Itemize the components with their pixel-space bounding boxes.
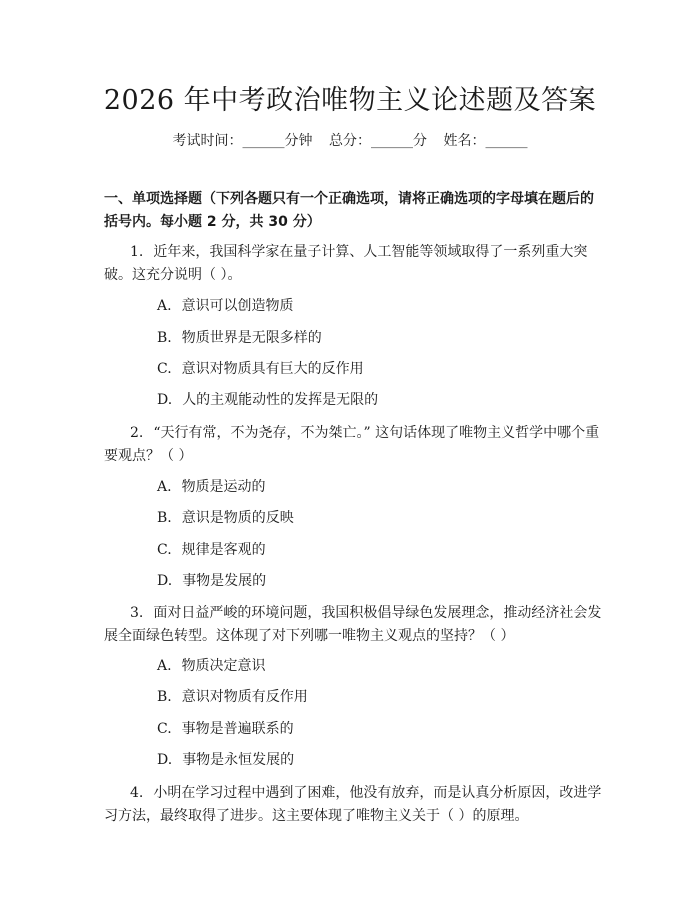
question-number: 1. <box>130 244 144 260</box>
question-1 <box>104 241 602 287</box>
question-1-option-c <box>157 359 597 379</box>
option-text: 意识对物质具有巨大的反作用 <box>181 361 364 377</box>
question-2-option-d <box>157 571 597 591</box>
option-text: 事物是普遍联系的 <box>181 721 294 737</box>
question-3-option-c <box>157 719 597 739</box>
option-letter: A. <box>157 298 172 314</box>
option-text: 物质世界是无限多样的 <box>181 330 322 346</box>
exam-time-field: 考试时间：______分钟 <box>172 133 313 149</box>
total-score-field: 总分：______分 <box>329 133 427 149</box>
option-text: 规律是客观的 <box>181 542 266 558</box>
option-letter: A. <box>157 658 172 674</box>
question-3-option-d <box>157 750 597 770</box>
option-letter: C. <box>157 542 172 558</box>
option-letter: B. <box>157 689 172 705</box>
option-text: 物质是运动的 <box>181 479 266 495</box>
option-letter: C. <box>157 721 172 737</box>
student-name-field: 姓名：______ <box>443 133 528 149</box>
section-heading: 一、单项选择题（下列各题只有一个正确选项，请将正确选项的字母填在题后的括号内。每小题 2 分，共 30 分） <box>104 191 594 230</box>
option-text: 事物是发展的 <box>182 573 267 589</box>
question-3-option-a <box>157 656 597 676</box>
option-letter: D. <box>157 392 173 408</box>
question-2-option-c <box>157 540 597 560</box>
option-letter: D. <box>157 752 173 768</box>
question-text: 近年来，我国科学家在量子计算、人工智能等领域取得了一系列重大突破。这充分说明（ ）。 <box>104 244 588 283</box>
question-text: 面对日益严峻的环境问题，我国积极倡导绿色发展理念，推动经济社会发展全面绿色转型。这体现了对下列哪一唯物主义观点的坚持？（ ） <box>104 605 602 644</box>
page-title: 2026 年中考政治唯物主义论述题及答案 <box>103 85 597 116</box>
question-number: 2. <box>130 425 144 441</box>
question-3 <box>104 602 602 648</box>
option-letter: B. <box>157 330 172 346</box>
question-1-option-b <box>157 328 597 348</box>
question-text: “天行有常，不为尧存，不为桀亡。” 这句话体现了唯物主义哲学中哪个重要观点？（ ） <box>104 425 600 464</box>
option-letter: B. <box>157 510 172 526</box>
question-2-option-a <box>157 477 597 497</box>
option-text: 物质决定意识 <box>181 658 266 674</box>
option-text: 意识对物质有反作用 <box>181 689 308 705</box>
question-4 <box>104 782 602 828</box>
question-2 <box>104 422 602 468</box>
option-text: 意识可以创造物质 <box>181 298 294 314</box>
question-1-option-d <box>157 390 597 410</box>
exam-info-line <box>0 131 700 151</box>
question-number: 4. <box>130 785 144 801</box>
option-text: 人的主观能动性的发挥是无限的 <box>182 392 379 408</box>
option-letter: D. <box>157 573 173 589</box>
question-3-option-b <box>157 687 597 707</box>
question-text: 小明在学习过程中遇到了困难，他没有放弃，而是认真分析原因，改进学习方法，最终取得了进步。这主要体现了唯物主义关于（ ）的原理。 <box>104 785 602 824</box>
question-2-option-b <box>157 508 597 528</box>
question-1-option-a <box>157 296 597 316</box>
question-number: 3. <box>130 605 144 621</box>
option-letter: A. <box>157 479 172 495</box>
option-letter: C. <box>157 361 172 377</box>
option-text: 事物是永恒发展的 <box>182 752 295 768</box>
option-text: 意识是物质的反映 <box>181 510 294 526</box>
